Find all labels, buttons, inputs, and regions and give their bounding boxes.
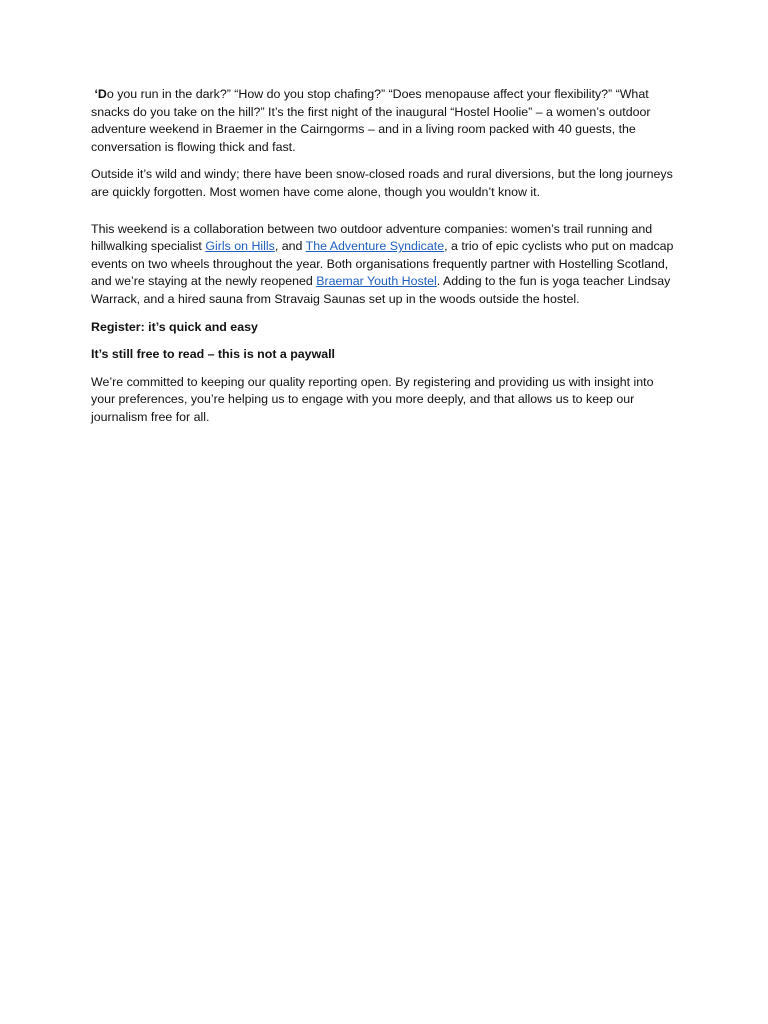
paragraph-commitment: We’re committed to keeping our quality reporting open. By registering and providing us with insight into your preferences, you’re helping us to engage with you more deeply, and that allows us to keep our journalism free for all. — [91, 374, 654, 424]
paragraph-intro-text: o you run in the dark?” “How do you stop chafing?” “Does menopause affect your flexibility?” “What snacks do you take on the hill?” It’s the first night of the inaugural “Hostel Hoolie” – a women’s outdoor adventure weekend in Braemer in the Cairngorms – and in a living room packed with 40 guests, the conversation is flowing thick and fast. — [91, 87, 651, 154]
heading-register: Register: it’s quick and easy — [91, 319, 258, 334]
paragraph-outside: Outside it’s wild and windy; there have been snow-closed roads and rural diversions, but the long journeys are quickly forgotten. Most women have come alone, though you wouldn’t know it. — [91, 167, 673, 199]
collab-text-1: This weekend is a collaboration between two outdoor adventure companies: women’s trail running and hillwalking specialist — [91, 221, 653, 254]
heading-free-to-read: It’s still free to read – this is not a paywall — [91, 347, 335, 362]
link-girls-on-hills[interactable]: Girls on Hills — [205, 239, 275, 254]
drop-initial: ‘D — [94, 87, 107, 101]
document-body — [91, 86, 675, 437]
collab-text-3: , a trio of epic cyclists who put on madcap events on two wheels throughout the year. Both organisations frequently partner with Hostelling Scotland, and we’re staying at the newly reopened — [91, 239, 674, 289]
paragraph-collaboration — [91, 221, 675, 309]
link-adventure-syndicate[interactable]: The Adventure Syndicate — [305, 239, 445, 254]
link-braemar-youth-hostel[interactable]: Braemar Youth Hostel — [316, 274, 437, 289]
collab-text-4: . Adding to the fun is yoga teacher Lindsay Warrack, and a hired sauna from Stravaig Saunas set up in the woods outside the hostel. — [91, 274, 671, 306]
paragraph-intro — [91, 86, 675, 156]
collab-text-2: , and — [274, 239, 306, 254]
